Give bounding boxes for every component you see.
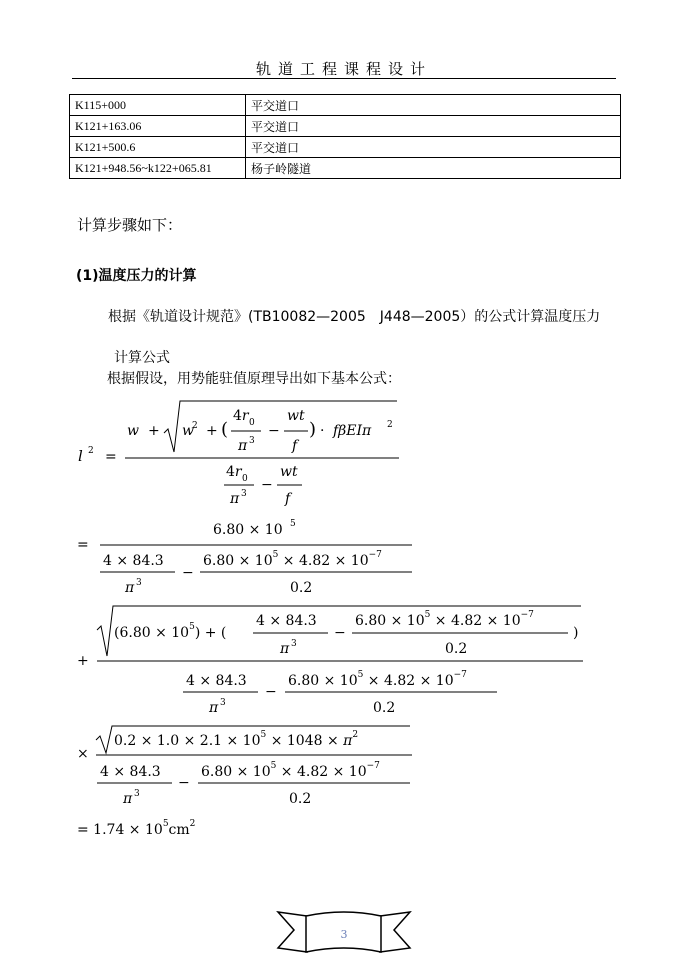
svg-text:w: w bbox=[182, 423, 194, 439]
svg-text:4 × 84.3: 4 × 84.3 bbox=[186, 673, 247, 689]
term2-fraction bbox=[77, 606, 583, 716]
svg-text:3: 3 bbox=[220, 698, 226, 708]
svg-text:(: ( bbox=[221, 419, 229, 440]
svg-text:2: 2 bbox=[192, 421, 198, 431]
svg-text:w: w bbox=[127, 423, 139, 439]
table-cell: K121+948.56~k122+065.81 bbox=[70, 158, 246, 179]
result-line bbox=[77, 819, 195, 838]
svg-text:4 × 84.3: 4 × 84.3 bbox=[256, 613, 317, 629]
svg-text:=: = bbox=[77, 537, 89, 553]
formula-label: 计算公式 bbox=[114, 350, 170, 366]
svg-text:l: l bbox=[78, 447, 83, 465]
table-cell: K121+500.6 bbox=[70, 137, 246, 158]
table-cell: K115+000 bbox=[70, 95, 246, 116]
body-paragraph: 根据《轨道设计规范》(TB10082—2005 J448—2005）的公式计算温度压力 bbox=[108, 309, 601, 325]
svg-text:3: 3 bbox=[241, 489, 247, 499]
svg-text:·: · bbox=[320, 423, 325, 439]
svg-text:−: − bbox=[334, 625, 346, 641]
svg-text:3: 3 bbox=[136, 578, 142, 588]
svg-text:2: 2 bbox=[88, 446, 94, 456]
svg-text:wt: wt bbox=[287, 408, 305, 424]
svg-text:f: f bbox=[292, 438, 298, 454]
svg-text:6.80 × 10: 6.80 × 10 bbox=[213, 522, 283, 538]
svg-text:−: − bbox=[268, 423, 280, 439]
svg-text:+: + bbox=[77, 653, 89, 669]
svg-text:0: 0 bbox=[242, 474, 248, 484]
svg-text:4r: 4r bbox=[226, 464, 242, 480]
svg-text:4r: 4r bbox=[233, 408, 249, 424]
table-cell: K121+163.06 bbox=[70, 116, 246, 137]
page-number: 3 bbox=[340, 928, 348, 941]
svg-text:(6.80 × 105) + (: $(6.80 \times 10^5)$ + ( bbox=[114, 622, 227, 641]
section-heading: (1)温度压力的计算 bbox=[76, 268, 197, 284]
svg-text:5: 5 bbox=[290, 519, 296, 529]
svg-text:f: f bbox=[285, 491, 291, 507]
table-cell: 平交道口 bbox=[246, 95, 621, 116]
svg-text:0.2: 0.2 bbox=[445, 641, 468, 657]
table-cell: 平交道口 bbox=[246, 116, 621, 137]
svg-text:0.2: 0.2 bbox=[290, 580, 313, 596]
svg-text:π: π bbox=[209, 700, 219, 716]
svg-text:3: 3 bbox=[291, 639, 297, 649]
svg-text:π: π bbox=[125, 580, 135, 596]
svg-text:π: π bbox=[230, 491, 240, 507]
assumption-text: 根据假设，用势能驻值原理导出如下基本公式： bbox=[107, 371, 401, 387]
svg-text:+: + bbox=[148, 423, 160, 439]
svg-text:): ) bbox=[309, 419, 317, 440]
running-header: 轨道工程课程设计 bbox=[255, 60, 432, 78]
svg-text:6.80 × 105 × 4.82 × 10−7: $6.80 \times 10^5 \times 4.82 \times 10^{-7}$ bbox=[203, 550, 382, 569]
svg-text:2: 2 bbox=[387, 420, 393, 430]
svg-text:4 × 84.3: 4 × 84.3 bbox=[100, 764, 161, 780]
steps-heading: 计算步骤如下： bbox=[77, 216, 183, 234]
svg-text:π: π bbox=[280, 641, 290, 657]
svg-text:π: π bbox=[123, 791, 133, 807]
term3-fraction bbox=[77, 726, 412, 807]
svg-text:3: 3 bbox=[134, 789, 140, 799]
general-formula bbox=[78, 401, 399, 507]
svg-text:0: 0 bbox=[249, 418, 255, 428]
svg-text:4 × 84.3: 4 × 84.3 bbox=[103, 553, 164, 569]
term1-fraction bbox=[77, 519, 412, 596]
svg-text:−: − bbox=[261, 477, 273, 493]
svg-text:×: × bbox=[77, 746, 89, 762]
svg-text:0.2 × 1.0 × 2.1 × 105 × 1048 ×: $0.2 \times 1.0 \times 2.1 \times 10^5 \times 1048 \times \pi^2$ bbox=[114, 730, 359, 749]
svg-text:−: − bbox=[182, 565, 194, 581]
svg-text:+: + bbox=[206, 423, 218, 439]
svg-text:0.2: 0.2 bbox=[373, 700, 396, 716]
svg-text:fβEIπ: fβEIπ bbox=[333, 423, 372, 439]
svg-text:0.2: 0.2 bbox=[289, 791, 312, 807]
table-cell: 平交道口 bbox=[246, 137, 621, 158]
table-cell: 杨子岭隧道 bbox=[246, 158, 621, 179]
svg-text:wt: wt bbox=[280, 464, 298, 480]
svg-text:−: − bbox=[178, 775, 190, 791]
svg-text:=: = bbox=[105, 449, 117, 465]
svg-text:3: 3 bbox=[249, 436, 255, 446]
svg-text:6.80 × 105 × 4.82 × 10−7: $6.80 \times 10^5 \times 4.82 \times 10^{-7}$ bbox=[355, 610, 534, 629]
page-number-ribbon bbox=[278, 912, 410, 952]
svg-text:−: − bbox=[265, 684, 277, 700]
svg-text:6.80 × 105 × 4.82 × 10−7: $6.80 \times 10^5 \times 4.82 \times 10^{-7}$ bbox=[201, 761, 380, 780]
svg-text:= 1.74 × 105cm2: = $1.74 \times 10^5cm^2$ bbox=[77, 819, 196, 838]
svg-text:6.80 × 105 × 4.82 × 10−7: $6.80 \times 10^5 \times 4.82 \times 10^{-7}$ bbox=[288, 670, 467, 689]
svg-text:π: π bbox=[238, 438, 248, 454]
svg-text:): ) bbox=[573, 625, 579, 641]
